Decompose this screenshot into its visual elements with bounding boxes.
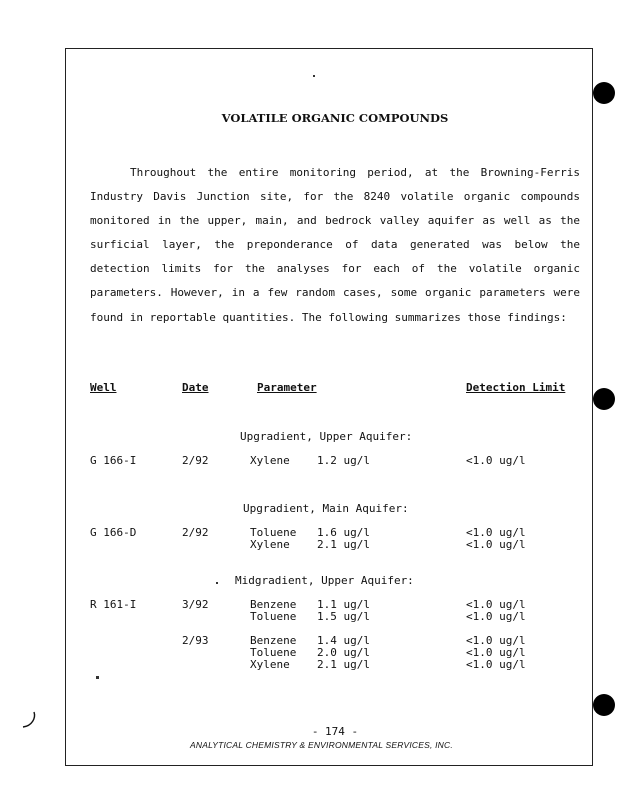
row-limit: <1.0 ug/l: [466, 646, 526, 659]
row-parameter: Toluene: [250, 646, 297, 659]
body-paragraph: Throughout the entire monitoring period, at the Browning-Ferris Industry Davis Junction site, for the 8240 volatile organic compounds monitored in the upper, main, and bedrock valley aquifer as well as the surficial layer, the preponderance of data generated was below the detection limits for the analyses for each of the volatile organic parameters. However, in a few random cases, some organic parameters were found in reportable quantities. The following summarizes those findings:: [90, 166, 580, 324]
row-date: 2/92: [182, 526, 209, 539]
row-parameter: Benzene: [250, 634, 297, 647]
row-limit: <1.0 ug/l: [466, 538, 526, 551]
header-date: Date: [182, 381, 209, 394]
row-date: 2/92: [182, 454, 209, 467]
row-parameter: Xylene: [250, 454, 290, 467]
row-limit: <1.0 ug/l: [466, 526, 526, 539]
row-parameter: Toluene: [250, 610, 297, 623]
row-value: 1.6 ug/l: [317, 526, 370, 539]
scan-speck: [96, 676, 99, 679]
row-value: 2.1 ug/l: [317, 538, 370, 551]
row-limit: <1.0 ug/l: [466, 454, 526, 467]
row-limit: <1.0 ug/l: [466, 634, 526, 647]
document-title: VOLATILE ORGANIC COMPOUNDS: [221, 111, 449, 125]
row-date: 3/92: [182, 598, 209, 611]
punch-hole: [593, 694, 615, 716]
header-parameter: Parameter: [257, 381, 317, 394]
page-border-right: [592, 48, 593, 766]
row-well: G 166-D: [90, 526, 137, 539]
row-limit: <1.0 ug/l: [466, 658, 526, 671]
footer-company: ANALYTICAL CHEMISTRY & ENVIRONMENTAL SERVICES, INC.: [190, 740, 453, 750]
row-parameter: Xylene: [250, 538, 290, 551]
row-parameter: Benzene: [250, 598, 297, 611]
section-heading: Midgradient, Upper Aquifer:: [235, 574, 414, 587]
punch-hole: [593, 388, 615, 410]
punch-hole: [593, 82, 615, 104]
row-parameter: Xylene: [250, 658, 290, 671]
row-well: R 161-I: [90, 598, 137, 611]
row-date: 2/93: [182, 634, 209, 647]
section-heading: Upgradient, Upper Aquifer:: [240, 430, 413, 443]
page-number: - 174 -: [311, 725, 359, 738]
row-value: 2.1 ug/l: [317, 658, 370, 671]
scan-speck: [313, 75, 315, 77]
pen-mark-icon: [20, 710, 38, 730]
row-value: 2.0 ug/l: [317, 646, 370, 659]
row-well: G 166-I: [90, 454, 137, 467]
row-parameter: Toluene: [250, 526, 297, 539]
row-limit: <1.0 ug/l: [466, 598, 526, 611]
header-well: Well: [90, 381, 117, 394]
row-value: 1.4 ug/l: [317, 634, 370, 647]
section-heading: Upgradient, Main Aquifer:: [243, 502, 409, 515]
row-value: 1.5 ug/l: [317, 610, 370, 623]
row-limit: <1.0 ug/l: [466, 610, 526, 623]
row-value: 1.2 ug/l: [317, 454, 370, 467]
scan-speck: [216, 582, 218, 584]
header-detection-limit: Detection Limit: [466, 381, 566, 394]
row-value: 1.1 ug/l: [317, 598, 370, 611]
